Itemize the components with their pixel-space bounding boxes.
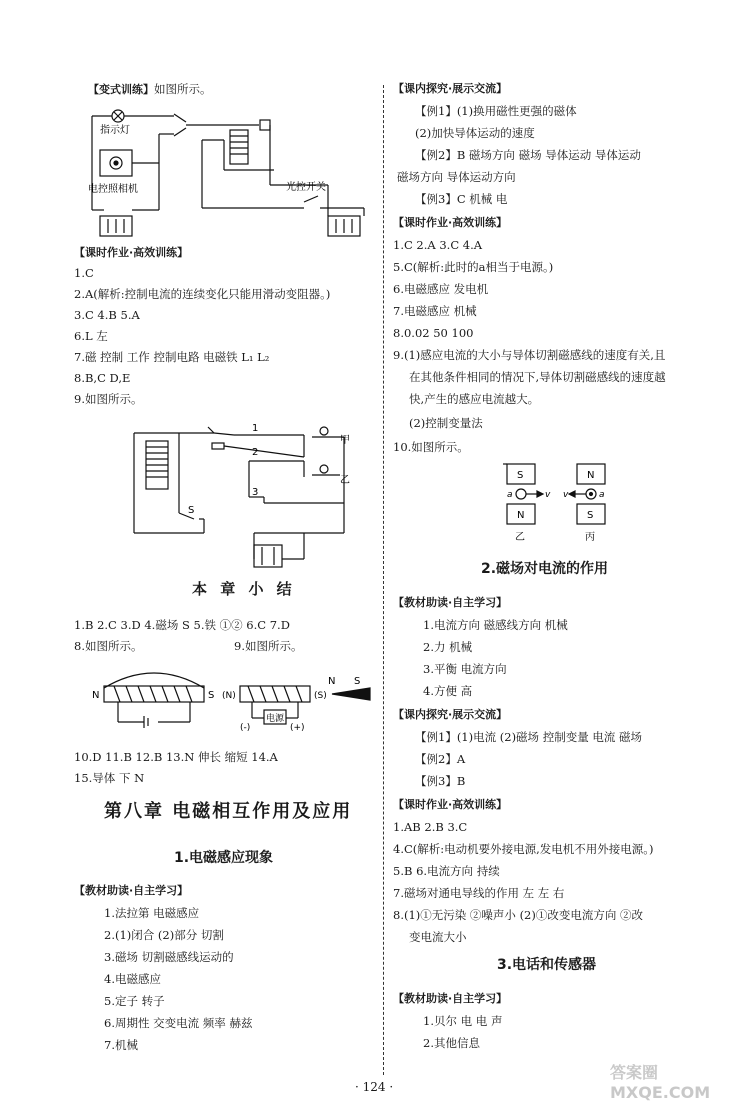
intro-text: 如图所示。: [154, 82, 212, 96]
explore-item: 【例1】(1)换用磁性更强的磁体: [415, 104, 577, 118]
summary-item: 10.D 11.B 12.B 13.N 伸长 缩短 14.A: [74, 750, 278, 764]
fig1-switch-label: 光控开关: [286, 182, 326, 193]
fig2-node-1: 1: [252, 423, 259, 434]
explore-item: (2)加快导体运动的速度: [415, 126, 535, 140]
guide-header: 【教材助读·自主学习】: [74, 884, 189, 897]
hw-item: 8.0.02 50 100: [393, 326, 474, 340]
hw-item: 7.磁场对通电导线的作用 左 左 右: [393, 886, 565, 900]
hw-item: 2.A(解析:控制电流的连续变化只能用滑动变阻器。): [74, 287, 331, 301]
hw-header-right: 【课时作业·高效训练】: [393, 216, 508, 229]
fig4-S1: S: [517, 470, 524, 481]
guide-header: 【教材助读·自主学习】: [393, 992, 508, 1005]
explore-header: 【课内探究·展示交流】: [393, 708, 508, 721]
fig3-needle-N: N: [328, 676, 336, 687]
fig4-N2: N: [587, 470, 595, 481]
hw-item: 10.如图所示。: [393, 440, 469, 454]
hw-item: 9.如图所示。: [74, 392, 143, 406]
explore-item: 【例3】B: [415, 774, 466, 788]
hw-item: 1.C: [74, 266, 94, 280]
fig4-v2: v: [563, 490, 569, 500]
fig4-yi: 乙: [515, 532, 525, 543]
hw-item: 8.B,C D,E: [74, 371, 131, 385]
guide-item: 1.法拉第 电磁感应: [104, 906, 200, 920]
section-title: 3.电话和传感器: [497, 957, 597, 973]
column-divider: [383, 85, 384, 1075]
fig1-lamp-label: 指示灯: [100, 125, 130, 136]
explore-item: 磁场方向 导体运动方向: [397, 170, 516, 184]
fig1-camera-label: 电控照相机: [88, 184, 138, 195]
hw-header-right: 【课时作业·高效训练】: [393, 798, 508, 811]
hw-item: (2)控制变量法: [409, 416, 483, 430]
fig4-bing: 丙: [585, 532, 595, 543]
hw-item: 1.C 2.A 3.C 4.A: [393, 238, 483, 252]
guide-header: 【教材助读·自主学习】: [393, 596, 508, 609]
watermark: 答案圈 MXQE.COM: [610, 1063, 711, 1102]
intro-line: [88, 82, 212, 97]
guide-item: 3.平衡 电流方向: [423, 662, 507, 676]
chapter-title: 第八章 电磁相互作用及应用: [104, 801, 353, 822]
section-title: 1.电磁感应现象: [174, 850, 274, 866]
guide-item: 3.磁场 切割磁感线运动的: [104, 950, 234, 964]
hw-item: 6.L 左: [74, 329, 108, 343]
explore-item: 【例2】A: [415, 752, 466, 766]
fig2-label-jia: 甲: [340, 435, 350, 446]
figure-indicator-circuit: [74, 100, 379, 240]
fig3-N: N: [92, 690, 100, 701]
hw-item: 6.电磁感应 发电机: [393, 282, 489, 296]
figure-relay-circuit: [104, 413, 354, 573]
hw-item: 变电流大小: [409, 930, 467, 944]
fig3-nN: (N): [222, 691, 236, 701]
fig4-v1: v: [545, 490, 551, 500]
fig3-sS: (S): [314, 691, 327, 701]
fig2-node-3: 3: [252, 487, 259, 498]
guide-item: 2.其他信息: [423, 1036, 480, 1050]
fig3-S: S: [208, 690, 215, 701]
guide-item: 2.力 机械: [423, 640, 473, 654]
hw-item: 8.(1)①无污染 ②噪声小 (2)①改变电流方向 ②改: [393, 908, 644, 922]
guide-item: 1.贝尔 电 电 声: [423, 1014, 503, 1028]
guide-item: 6.周期性 交变电流 频率 赫兹: [104, 1016, 253, 1030]
hw-item: 快,产生的感应电流越大。: [409, 392, 540, 406]
summary-item: 15.导体 下 N: [74, 771, 145, 785]
figure-solenoid: [84, 658, 374, 733]
hw-item: 1.AB 2.B 3.C: [393, 820, 468, 834]
hw-item: 7.电磁感应 机械: [393, 304, 477, 318]
hw-item: 3.C 4.B 5.A: [74, 308, 140, 322]
guide-item: 7.机械: [104, 1038, 138, 1052]
explore-item: 【例3】C 机械 电: [415, 192, 508, 206]
guide-item: 1.电流方向 磁感线方向 机械: [423, 618, 568, 632]
summary-item: 1.B 2.C 3.D 4.磁场 S 5.铁 ①② 6.C 7.D: [74, 618, 290, 632]
fig3-minus: (-): [240, 723, 251, 733]
guide-item: 5.定子 转子: [104, 994, 165, 1008]
hw-item: 9.(1)感应电流的大小与导体切割磁感线的速度有关,且: [393, 348, 666, 362]
fig4-a1: a: [507, 490, 513, 500]
fig2-label-s: S: [188, 505, 195, 516]
hw-item: 5.C(解析:此时的a相当于电源。): [393, 260, 554, 274]
hw-header-left: 【课时作业·高效训练】: [74, 246, 189, 259]
page-number: · 124 ·: [355, 1080, 394, 1094]
section-title: 2.磁场对电流的作用: [481, 561, 609, 577]
summary-item-fig9: 9.如图所示。: [234, 639, 303, 653]
hw-item: 在其他条件相同的情况下,导体切割磁感线的速度越: [409, 370, 666, 384]
fig2-node-2: 2: [252, 447, 259, 458]
summary-item: 8.如图所示。: [74, 639, 143, 653]
explore-header: 【课内探究·展示交流】: [393, 82, 508, 95]
fig3-power: 电源: [266, 714, 285, 724]
hw-item: 5.B 6.电流方向 持续: [393, 864, 500, 878]
intro-header: 【变式训练】: [88, 83, 154, 96]
guide-item: 2.(1)闭合 (2)部分 切割: [104, 928, 224, 942]
fig4-N1: N: [517, 510, 525, 521]
explore-item: 【例2】B 磁场方向 磁场 导体运动 导体运动: [415, 148, 641, 162]
figure-magnets: [493, 462, 623, 544]
fig4-a2: a: [599, 490, 605, 500]
hw-item: 4.C(解析:电动机要外接电源,发电机不用外接电源。): [393, 842, 654, 856]
guide-item: 4.电磁感应: [104, 972, 161, 986]
summary-title: 本 章 小 结: [192, 580, 296, 598]
fig4-S2: S: [587, 510, 594, 521]
hw-item: 7.磁 控制 工作 控制电路 电磁铁 L₁ L₂: [74, 350, 270, 364]
fig2-label-yi: 乙: [340, 475, 350, 486]
fig3-plus: (+): [290, 723, 305, 733]
fig3-needle-S: S: [354, 676, 361, 687]
explore-item: 【例1】(1)电流 (2)磁场 控制变量 电流 磁场: [415, 730, 643, 744]
guide-item: 4.方便 高: [423, 684, 473, 698]
